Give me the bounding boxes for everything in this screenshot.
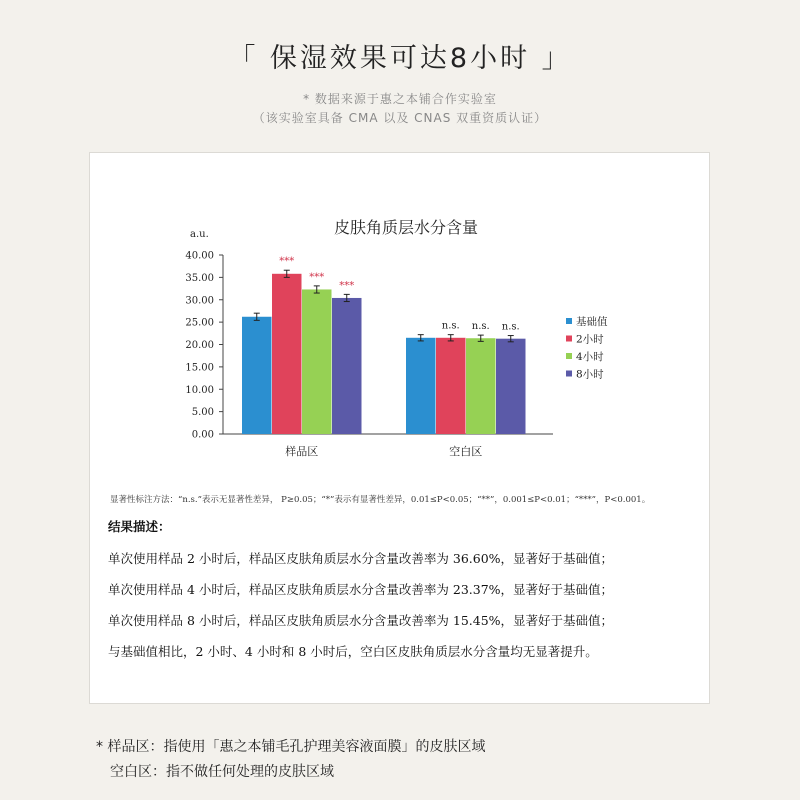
bar-1-0 — [406, 338, 436, 434]
legend-swatch — [566, 353, 572, 359]
result-line-4: 与基础值相比，2 小时、4 小时和 8 小时后，空白区皮肤角质层水分含量均无显著提升。 — [108, 644, 598, 659]
legend-swatch — [566, 371, 572, 377]
y-tick-label: 20.00 — [185, 340, 214, 351]
lab-certification-note: （该实验室具备 CMA 以及 CNAS 双重资质认证） — [252, 111, 548, 125]
legend-label: 4小时 — [576, 351, 604, 363]
y-tick-label: 0.00 — [191, 429, 214, 441]
bar-1-1 — [436, 338, 466, 434]
page-headline: 「 保湿效果可达8小时 」 — [228, 43, 572, 74]
legend-label: 8小时 — [576, 368, 604, 381]
significance-label: n.s. — [471, 321, 490, 333]
y-tick-label: 40.00 — [185, 250, 214, 262]
legend-swatch — [566, 318, 572, 324]
moisture-bar-chart — [90, 153, 709, 483]
significance-label: *** — [309, 271, 325, 283]
legend-label: 2小时 — [576, 333, 604, 346]
result-line-2: 单次使用样品 4 小时后，样品区皮肤角质层水分含量改善率为 23.37%，显著好于基础值； — [108, 582, 614, 597]
significance-label: *** — [339, 280, 355, 292]
footnote-sample-area: * 样品区：指使用「惠之本铺毛孔护理美容液面膜」的皮肤区域 — [96, 739, 486, 755]
significance-label: *** — [279, 256, 295, 268]
bar-0-3 — [332, 298, 362, 434]
bar-0-2 — [302, 289, 332, 434]
y-tick-label: 35.00 — [185, 272, 214, 284]
legend-label: 基础值 — [576, 316, 608, 328]
x-category-label: 样品区 — [285, 445, 319, 458]
data-source-note: * 数据来源于惠之本铺合作实验室 — [303, 92, 497, 106]
significance-label: n.s. — [501, 321, 520, 333]
footnote-blank-area: 空白区：指不做任何处理的皮肤区域 — [110, 764, 334, 780]
result-line-1: 单次使用样品 2 小时后，样品区皮肤角质层水分含量改善率为 36.60%，显著好于基础值； — [108, 551, 614, 566]
bar-1-3 — [496, 339, 526, 434]
significance-note: 显著性标注方法：“n.s.”表示无显著性差异， P≥0.05；“*”表示有显著性差异，0.01≤P<0.05；“**”，0.001≤P<0.01；“***”，P<0.001。 — [110, 495, 651, 505]
x-category-label: 空白区 — [449, 445, 483, 458]
bar-0-1 — [272, 274, 302, 434]
report-card — [89, 152, 710, 704]
results-heading: 结果描述： — [108, 519, 171, 534]
y-tick-label: 25.00 — [185, 317, 214, 329]
result-line-3: 单次使用样品 8 小时后，样品区皮肤角质层水分含量改善率为 15.45%，显著好于基础值； — [108, 613, 614, 628]
y-tick-label: 30.00 — [185, 295, 214, 307]
chart-title: 皮肤角质层水分含量 — [333, 218, 479, 237]
y-tick-label: 10.00 — [185, 384, 214, 396]
bar-1-2 — [466, 338, 496, 434]
y-axis-label: a.u. — [190, 229, 209, 240]
legend-swatch — [566, 336, 572, 342]
bar-0-0 — [242, 317, 272, 434]
significance-label: n.s. — [441, 320, 460, 332]
y-tick-label: 15.00 — [185, 362, 214, 374]
y-tick-label: 5.00 — [191, 407, 214, 419]
